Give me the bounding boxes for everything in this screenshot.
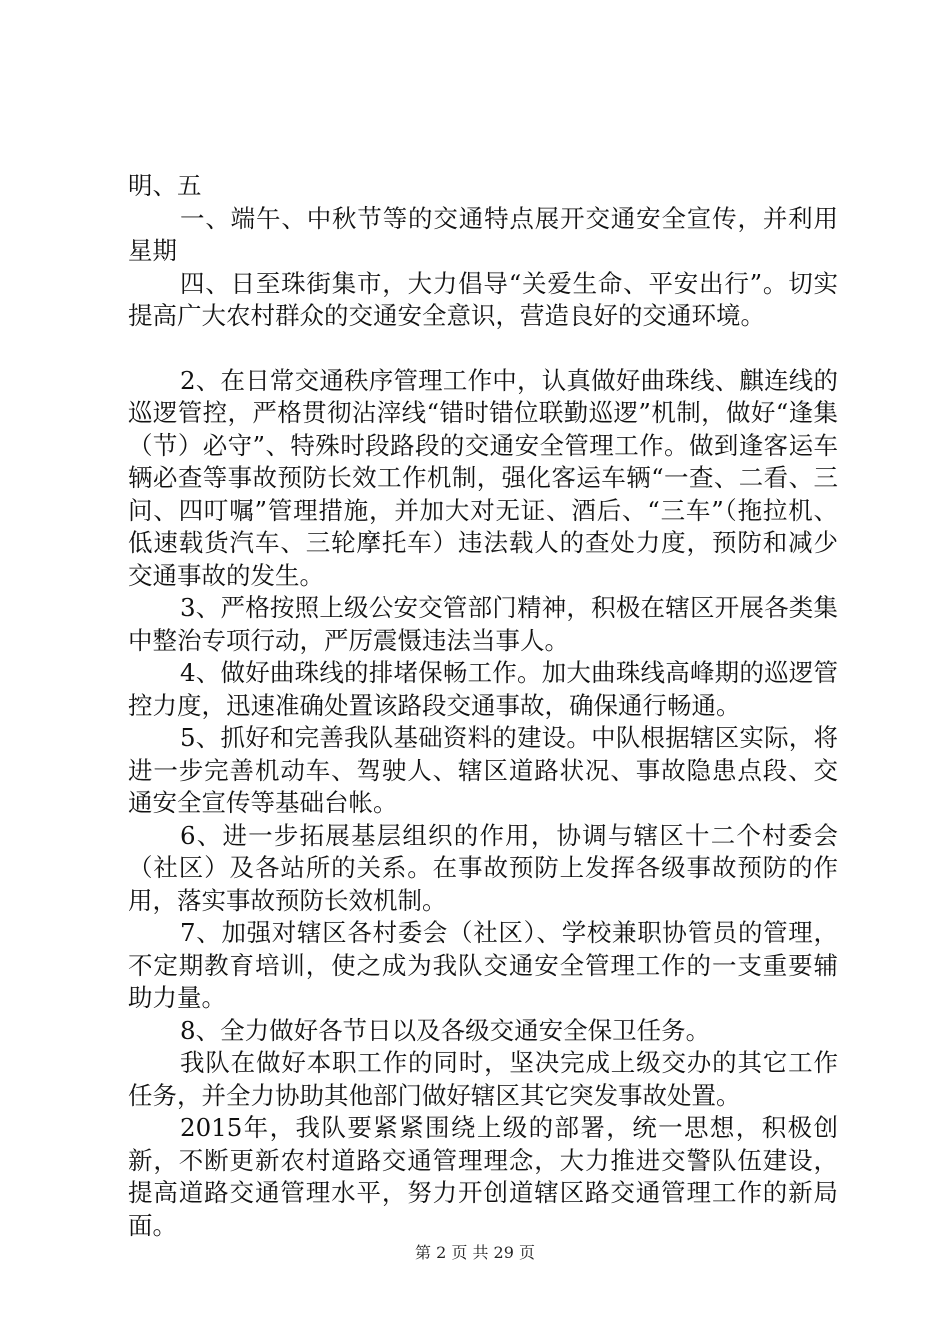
page-number-footer: 第 2 页 共 29 页 <box>415 1243 535 1262</box>
paragraph: 5、抓好和完善我队基础资料的建设。中队根据辖区实际，将进一步完善机动车、驾驶人、辖区道路状况、事故隐患点段、交通安全宣传等基础台帐。 <box>128 723 838 817</box>
document-body <box>128 170 838 1242</box>
paragraph: 一、端午、中秋节等的交通特点展开交通安全宣传，并利用星期 <box>128 203 838 265</box>
paragraph: 6、进一步拓展基层组织的作用，协调与辖区十二个村委会（社区）及各站所的关系。在事故预防上发挥各级事故预防的作用，落实事故预防长效机制。 <box>128 820 838 915</box>
paragraph: 3、严格按照上级公安交管部门精神，积极在辖区开展各类集中整治专项行动，严厉震慑违法当事人。 <box>128 593 838 655</box>
paragraph: 8、全力做好各节日以及各级交通安全保卫任务。 <box>180 1015 711 1045</box>
paragraph: 2015年，我队要紧紧围绕上级的部署，统一思想，积极创新，不断更新农村道路交通管理理念，大力推进交警队伍建设，提高道路交通管理水平，努力开创道辖区路交通管理工作的新局面。 <box>128 1113 838 1240</box>
paragraph: 4、做好曲珠线的排堵保畅工作。加大曲珠线高峰期的巡逻管控力度，迅速准确处置该路段交通事故，确保通行畅通。 <box>128 658 838 720</box>
paragraph: 我队在做好本职工作的同时，坚决完成上级交办的其它工作任务，并全力协助其他部门做好辖区其它突发事故处置。 <box>128 1048 838 1110</box>
paragraph: 7、加强对辖区各村委会（社区）、学校兼职协管员的管理，不定期教育培训，使之成为我队交通安全管理工作的一支重要辅助力量。 <box>128 918 838 1012</box>
paragraph: 四、日至珠街集市，大力倡导“关爱生命、平安出行”。切实提高广大农村群众的交通安全意识，营造良好的交通环境。 <box>128 268 838 330</box>
paragraph: 2、在日常交通秩序管理工作中，认真做好曲珠线、麒连线的巡逻管控，严格贯彻沾滓线“错时错位联勤巡逻”机制，做好“逢集（节）必守”、特殊时段路段的交通安全管理工作。做到逢客运车辆必查等事故预防长效工作机制，强化客运车辆“一查、二看、三问、四叮嘱”管理措施，并加大对无证、酒后、“三车”（拖拉机、低速载货汽车、三轮摩托车）违法载人的查处力度，预防和减少交通事故的发生。 <box>128 365 838 590</box>
paragraph-spacer <box>128 333 838 365</box>
paragraph: 明、五 <box>128 171 202 200</box>
